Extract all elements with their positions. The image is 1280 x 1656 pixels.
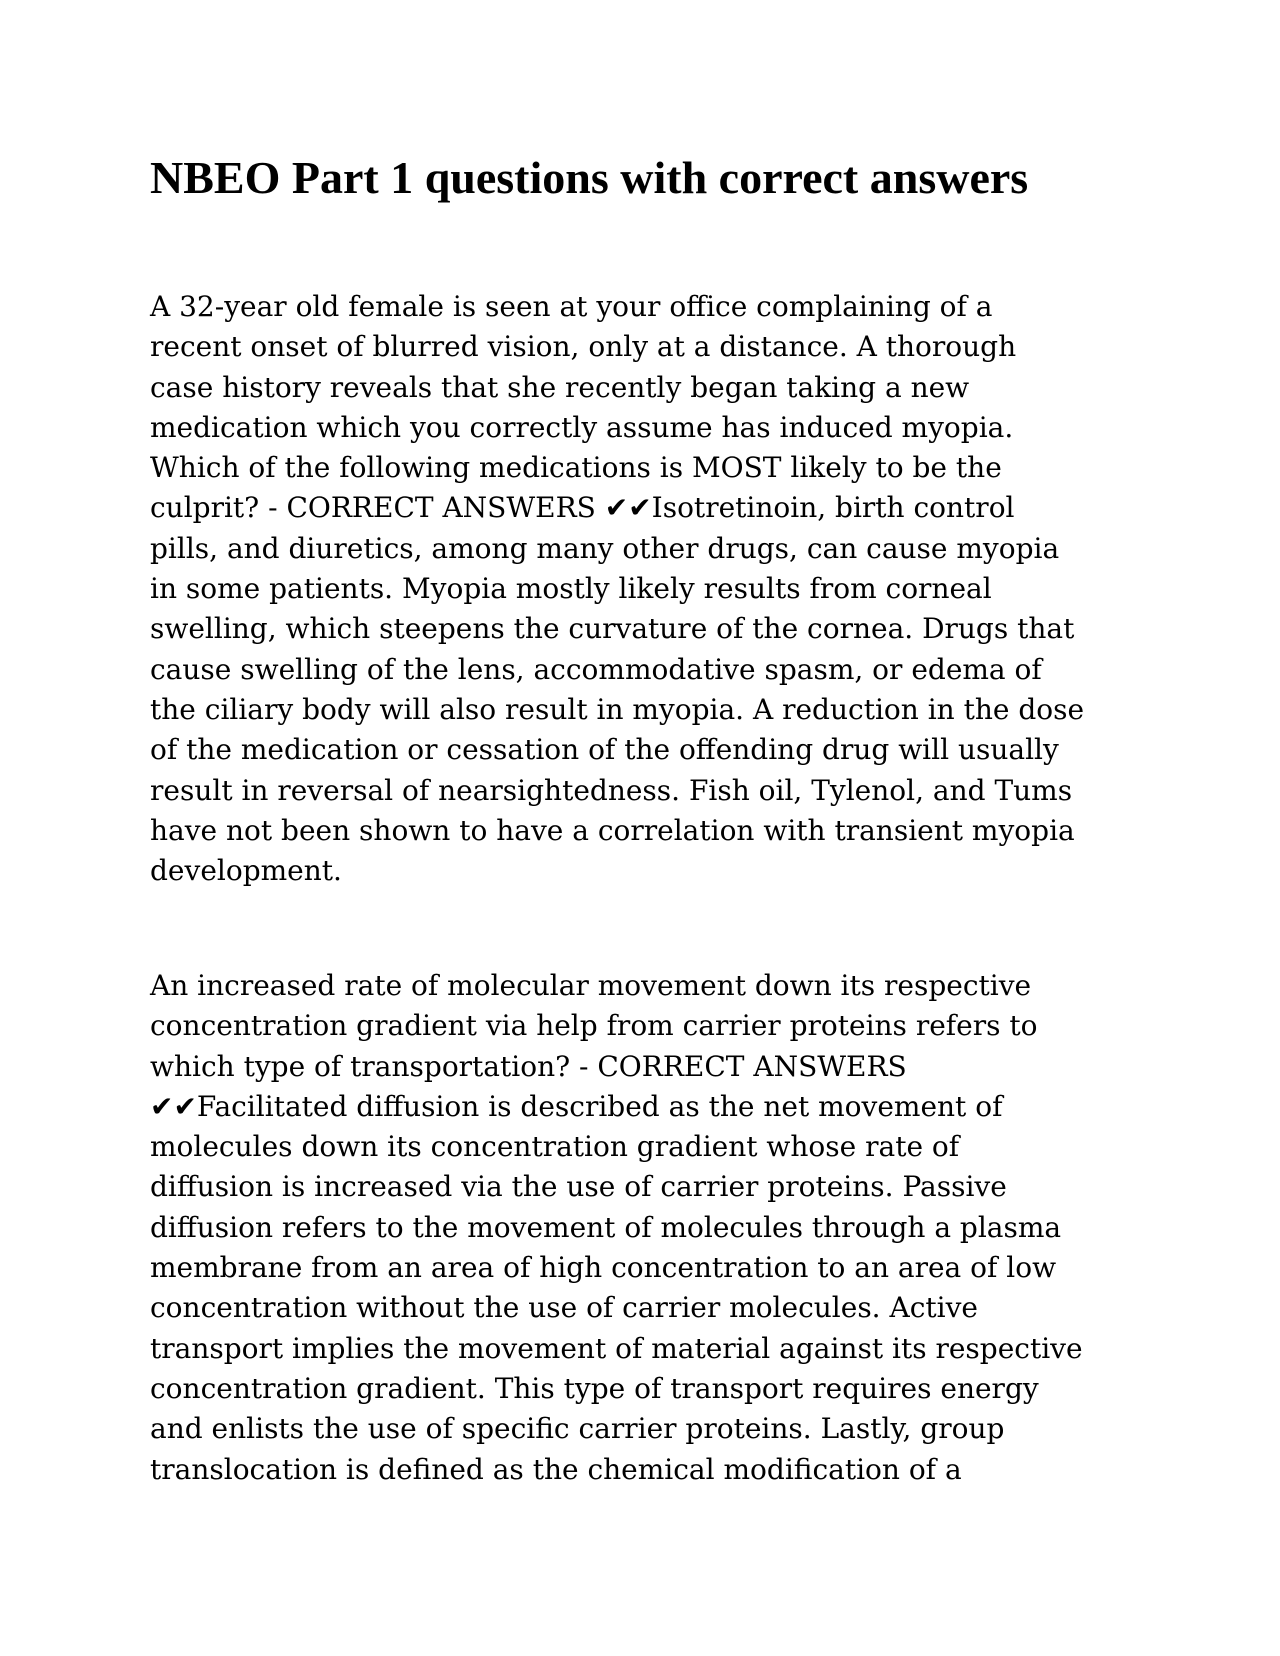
text-line: culprit? - CORRECT ANSWERS ✔✔Isotretinoin, birth control <box>150 491 1015 525</box>
text-line: medication which you correctly assume has induced myopia. <box>150 410 1014 444</box>
text-line: result in reversal of nearsightedness. Fish oil, Tylenol, and Tums <box>150 773 1073 807</box>
document-title: NBEO Part 1 questions with correct answers <box>150 152 1029 203</box>
text-line: the ciliary body will also result in myopia. A reduction in the dose <box>150 692 1085 726</box>
text-line: development. <box>150 854 342 888</box>
text-line: concentration gradient via help from carrier proteins refers to <box>150 1009 1038 1043</box>
text-line: and enlists the use of specific carrier proteins. Lastly, group <box>150 1412 1005 1446</box>
text-line: which type of transportation? - CORRECT ANSWERS <box>150 1049 907 1083</box>
text-line: of the medication or cessation of the offending drug will usually <box>150 733 1059 767</box>
text-line: transport implies the movement of material against its respective <box>150 1331 1083 1365</box>
text-line: translocation is defined as the chemical modification of a <box>150 1452 962 1486</box>
question-answer-2 <box>150 966 1130 1490</box>
text-line: swelling, which steepens the curvature of the cornea. Drugs that <box>150 612 1075 646</box>
text-line: Which of the following medications is MOST likely to be the <box>150 451 1002 485</box>
text-line: diffusion refers to the movement of molecules through a plasma <box>150 1210 1062 1244</box>
text-line: concentration without the use of carrier molecules. Active <box>150 1291 978 1325</box>
text-line: recent onset of blurred vision, only at a distance. A thorough <box>150 330 1017 364</box>
text-line: diffusion is increased via the use of carrier proteins. Passive <box>150 1170 1007 1204</box>
text-line: A 32-year old female is seen at your office complaining of a <box>150 290 993 323</box>
text-line: have not been shown to have a correlation with transient myopia <box>150 813 1075 847</box>
text-line: cause swelling of the lens, accommodative spasm, or edema of <box>150 652 1042 686</box>
text-line: ✔✔Facilitated diffusion is described as the net movement of <box>150 1089 1003 1123</box>
text-line: An increased rate of molecular movement down its respective <box>150 969 1032 1002</box>
text-line: concentration gradient. This type of transport requires energy <box>150 1371 1039 1405</box>
text-line: pills, and diuretics, among many other drugs, can cause myopia <box>150 531 1060 565</box>
question-answer-1 <box>150 287 1130 891</box>
text-line: in some patients. Myopia mostly likely results from corneal <box>150 572 992 606</box>
text-line: molecules down its concentration gradient whose rate of <box>150 1130 960 1164</box>
text-line: membrane from an area of high concentration to an area of low <box>150 1251 1057 1285</box>
text-line: case history reveals that she recently began taking a new <box>150 370 970 404</box>
